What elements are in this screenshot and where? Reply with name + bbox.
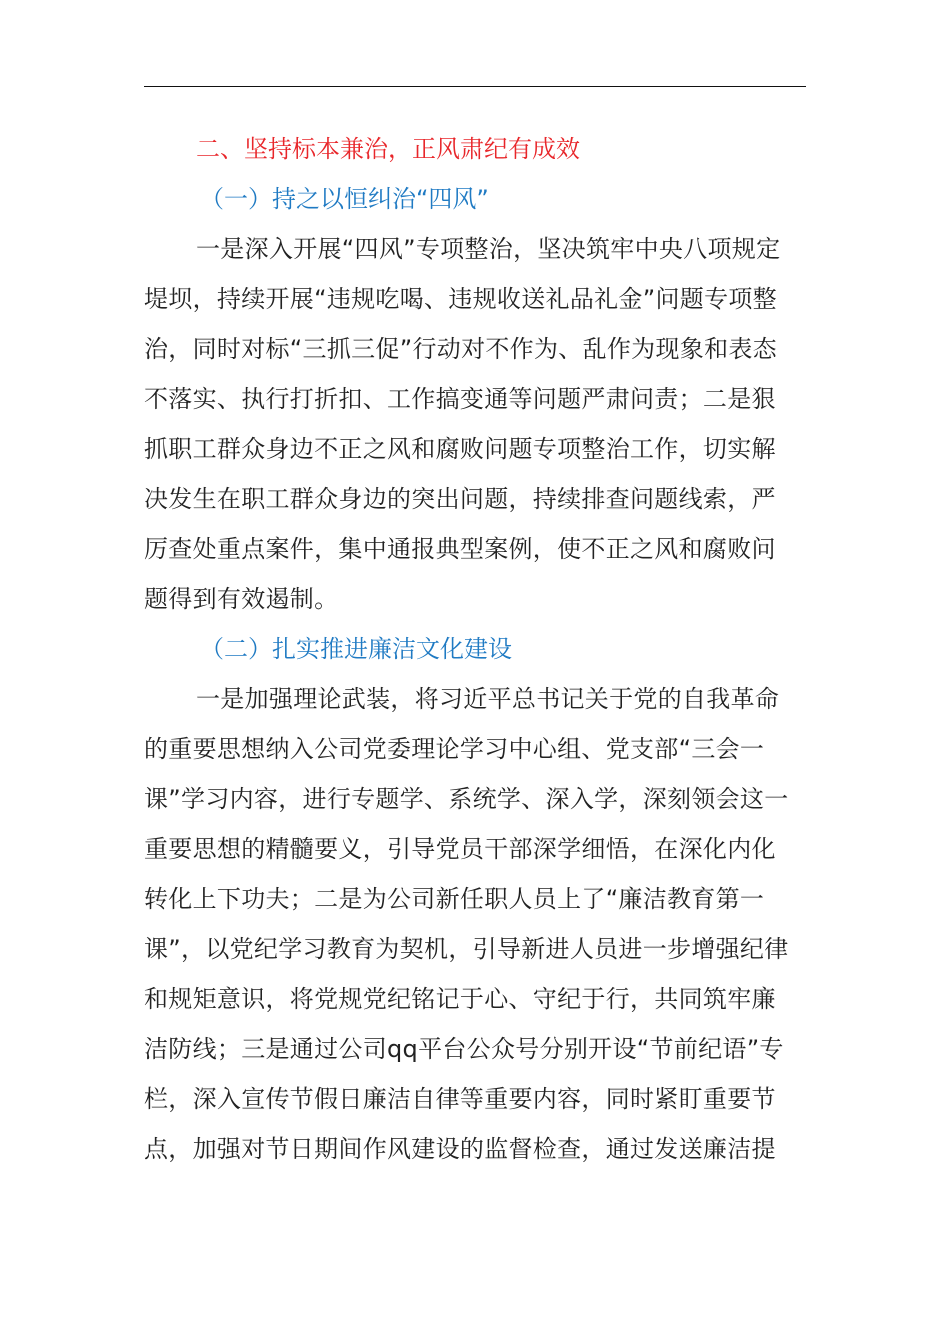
text-line: 栏，深入宣传节假日廉洁自律等重要内容，同时紧盯重要节 xyxy=(144,1085,776,1113)
text-line: 重要思想的精髓要义，引导党员干部深学细悟，在深化内化 xyxy=(144,835,776,863)
document-body xyxy=(144,124,806,1174)
text-line: 转化上下功夫；二是为公司新任职人员上了“廉洁教育第一 xyxy=(144,885,765,913)
text-line: 课”，以党纪学习教育为契机，引导新进人员进一步增强纪律 xyxy=(144,935,789,963)
text-line: 一是加强理论武装，将习近平总书记关于党的自我革命 xyxy=(196,685,780,713)
text-line: 抓职工群众身边不正之风和腐败问题专项整治工作，切实解 xyxy=(144,435,776,463)
text-line: 洁防线；三是通过公司qq平台公众号分别开设“节前纪语”专 xyxy=(144,1035,784,1063)
text-line: 的重要思想纳入公司党委理论学习中心组、党支部“三会一 xyxy=(144,735,765,763)
subsection-heading-2: （二）扎实推进廉洁文化建设 xyxy=(200,635,512,663)
paragraph-2 xyxy=(144,674,806,1174)
text-line: 不落实、执行打折扣、工作搞变通等问题严肃问责；二是狠 xyxy=(144,385,776,413)
text-line: 课”学习内容，进行专题学、系统学、深入学，深刻领会这一 xyxy=(144,785,789,813)
section-heading: 二、坚持标本兼治，正风肃纪有成效 xyxy=(196,135,580,163)
paragraph-1 xyxy=(144,224,806,624)
text-line: 堤坝，持续开展“违规吃喝、违规收送礼品礼金”问题专项整 xyxy=(144,285,777,313)
text-line: 治，同时对标“三抓三促”行动对不作为、乱作为现象和表态 xyxy=(144,335,777,363)
text-line: 和规矩意识，将党规党纪铭记于心、守纪于行，共同筑牢廉 xyxy=(144,985,776,1013)
text-line: 题得到有效遏制。 xyxy=(144,585,339,613)
text-line: 决发生在职工群众身边的突出问题，持续排查问题线索，严 xyxy=(144,485,776,513)
header-rule xyxy=(144,86,806,87)
subsection-heading-1: （一）持之以恒纠治“四风” xyxy=(200,185,489,213)
text-line: 厉查处重点案件，集中通报典型案例，使不正之风和腐败问 xyxy=(144,535,776,563)
text-line: 一是深入开展“四风”专项整治，坚决筑牢中央八项规定 xyxy=(196,235,781,263)
text-line: 点，加强对节日期间作风建设的监督检查，通过发送廉洁提 xyxy=(144,1135,776,1163)
